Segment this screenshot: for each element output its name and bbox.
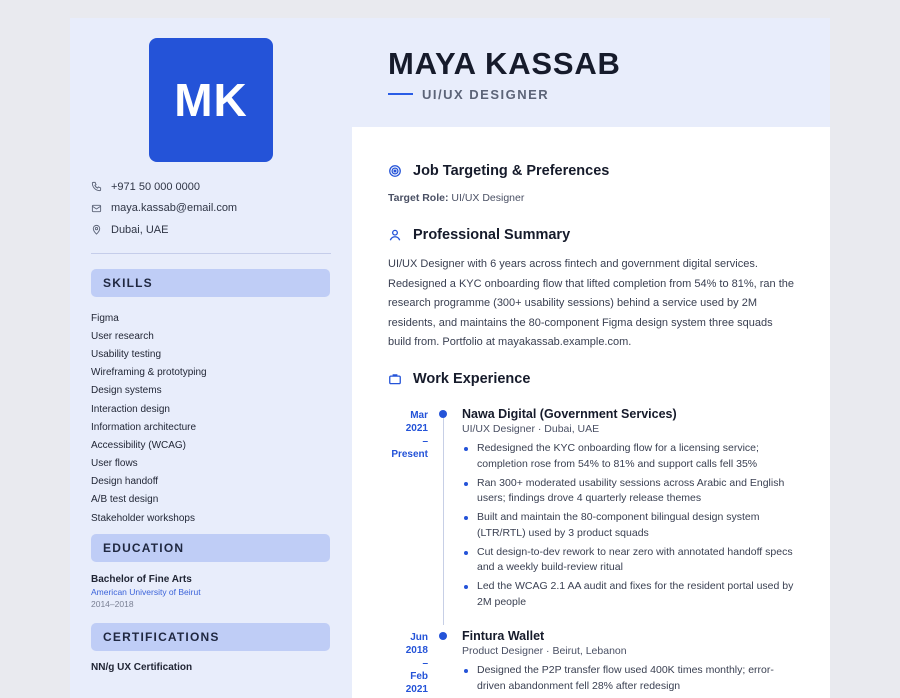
job-bullet: Built and maintain the 80-component bilingual design system (LTR/RTL) used by 3 product squads <box>462 510 802 541</box>
skill-item: Wireframing & prototyping <box>91 367 207 379</box>
target-role-label: Target Role: <box>388 192 449 204</box>
job-bullet: Designed the P2P transfer flow used 400K times monthly; error-driven abandonment fell 28% after redesign <box>462 663 802 694</box>
target-role-value: UI/UX Designer <box>451 192 525 204</box>
skill-item: Design systems <box>91 385 162 397</box>
job-date-end: Feb 2021 <box>405 671 428 695</box>
experience-heading-text: Work Experience <box>413 371 531 387</box>
job-role: UI/UX Designer · Dubai, UAE <box>462 423 600 435</box>
user-icon <box>388 228 402 242</box>
contact-email <box>91 198 331 220</box>
contact-block <box>91 176 331 241</box>
job-bullet: Led the WCAG 2.1 AA audit and fixes for the resident portal used by 2M people <box>462 579 802 610</box>
skill-item: Stakeholder workshops <box>91 512 195 524</box>
target-icon <box>388 164 402 178</box>
skills-heading: SKILLS <box>91 269 330 297</box>
experience-heading <box>388 371 530 387</box>
resume-header <box>352 18 830 127</box>
skill-item: Information architecture <box>91 421 197 433</box>
job-date-start: Mar 2021 <box>405 410 428 434</box>
job-bullets <box>462 441 802 610</box>
contact-location <box>91 219 331 241</box>
skill-item: A/B test design <box>91 494 159 506</box>
skill-item: User research <box>91 330 154 342</box>
job-company: Fintura Wallet <box>462 629 545 643</box>
resume-page <box>70 18 830 698</box>
summary-heading-text: Professional Summary <box>413 227 571 243</box>
job-bullet: Ran 300+ moderated usability sessions across Arabic and English users; findings drove 4 quarterly release themes <box>462 476 802 507</box>
skill-item: Interaction design <box>91 403 170 415</box>
title-accent-line <box>388 93 413 95</box>
education-degree: Bachelor of Fine Arts <box>91 574 192 585</box>
timeline-line <box>443 415 444 625</box>
phone-text: +971 50 000 0000 <box>111 180 201 193</box>
job-date-separator: – <box>422 658 428 669</box>
job-date <box>388 631 428 696</box>
summary-heading <box>388 227 570 243</box>
timeline-dot <box>439 632 447 640</box>
targeting-heading-text: Job Targeting & Preferences <box>413 163 610 179</box>
job-date-start: Jun 2018 <box>405 632 428 656</box>
job-company: Nawa Digital (Government Services) <box>462 407 677 421</box>
sidebar <box>70 18 352 698</box>
contact-phone <box>91 176 331 198</box>
education-years: 2014–2018 <box>91 599 134 609</box>
job-date <box>388 409 428 461</box>
avatar: MK <box>149 38 273 162</box>
skill-item: Figma <box>91 312 119 324</box>
certifications-heading: CERTIFICATIONS <box>91 623 330 651</box>
job-bullet: Cut design-to-dev rework to near zero with annotated handoff specs and a weekly build-review ritual <box>462 545 802 576</box>
briefcase-icon <box>388 372 402 386</box>
phone-icon <box>91 181 102 192</box>
mail-icon <box>91 203 102 214</box>
skill-item: Usability testing <box>91 348 162 360</box>
skill-item: Design handoff <box>91 476 159 488</box>
certification-item: NN/g UX Certification <box>91 662 193 673</box>
candidate-title: UI/UX DESIGNER <box>422 87 550 102</box>
skill-item: Accessibility (WCAG) <box>91 439 187 451</box>
candidate-name: MAYA KASSAB <box>388 46 621 81</box>
email-text: maya.kassab@email.com <box>111 202 238 215</box>
timeline-dot <box>439 410 447 418</box>
targeting-heading <box>388 163 609 179</box>
job-entry <box>462 407 802 614</box>
job-bullets <box>462 663 802 694</box>
education-heading: EDUCATION <box>91 534 330 562</box>
education-school: American University of Beirut <box>91 587 201 597</box>
target-role <box>388 192 524 204</box>
job-date-separator: – <box>422 436 428 447</box>
skill-item: User flows <box>91 458 138 470</box>
location-text: Dubai, UAE <box>111 223 169 236</box>
location-pin-icon <box>91 224 102 235</box>
job-date-end: Present <box>391 449 428 460</box>
skills-list <box>91 309 331 527</box>
job-bullet: Redesigned the KYC onboarding flow for a licensing service; completion rose from 54% to 81% and support calls fell 35% <box>462 441 802 472</box>
sidebar-divider <box>91 253 331 254</box>
job-role: Product Designer · Beirut, Lebanon <box>462 645 627 657</box>
summary-text: UI/UX Designer with 6 years across fintech and government digital services. Redesigned a KYC onboarding flow that lifted completion from 54% to 81%, ran the research programme (300+ usability sessions) behind a service used by 2M residents, and maintains the 80-component Figma design system three squads build from. Portfolio at mayakassab.example.com. <box>388 258 795 348</box>
job-entry <box>462 629 802 698</box>
education-entry <box>91 573 331 610</box>
